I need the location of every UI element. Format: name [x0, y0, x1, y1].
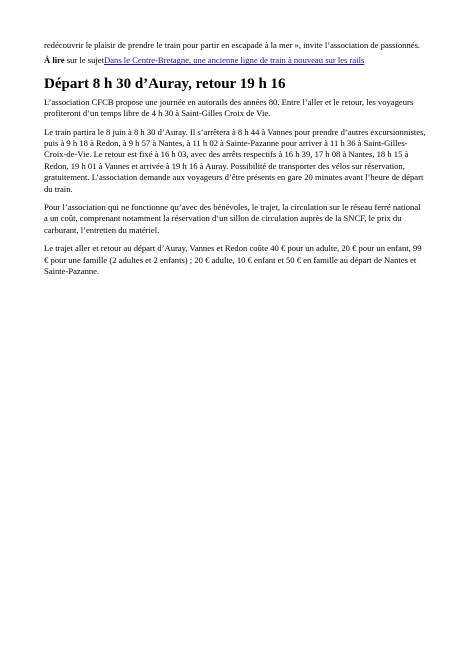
paragraph-prices: Le trajet aller et retour au départ d’Auray, Vannes et Redon coûte 40 € pour un adulte, 20 € pour un enfant, 99 € pour une famille (2 adultes et 2 enfants) ; 20 € adulte, 10 € enfant et 50 € en famille au départ de Nantes et Sainte-Pazanne.	[44, 243, 422, 277]
section-heading: Départ 8 h 30 d’Auray, retour 19 h 16	[44, 75, 286, 92]
read-also-prefix: À lire	[44, 55, 65, 66]
related-article-link[interactable]: Dans le Centre-Bretagne, une ancienne ligne de train à nouveau sur les rails	[104, 55, 365, 66]
read-also-middle: sur le sujet	[64, 55, 104, 66]
paragraph-costs: Pour l’association qui ne fonctionne qu’avec des bénévoles, le trajet, la circulation sur le réseau ferré national a un coût, comprenant notamment la réservation d‘un sillon de circulation auprès de la SNCF, le prix du carburant, l’entretien du matériel.	[44, 202, 421, 235]
article-page	[44, 40, 426, 285]
read-also-line	[44, 55, 426, 66]
paragraph-association: L’association CFCB propose une journée en autorails des années 80. Entre l’aller et le retour, les voyageurs profiteront d’un temps libre de 4 h 30 à Saint-Gilles Croix de Vie.	[44, 96, 414, 119]
paragraph-schedule: Le train partira le 8 juin à 8 h 30 d’Auray. Il s’arrêtera à 8 h 44 à Vannes pour prendre d’autres excursionnistes, puis à 9 h 18 à Redon, à 9 h 57 à Nantes, à 11 h 02 à Sainte-Pazanne pour arriver à 11 h 36 à Saint-Gilles-Croix-de-Vie. Le retour est fixé à 16 h 03, avec des arrêts respectifs à 16 h 39, 17 h 08 à Nantes, 18 h 15 à Redon, 19 h 01 à Vannes et arrivée à 19 h 16 à Auray. Possibilité de transporter des vélos sur réservation, gratuitement. L’association demande aux voyageurs d’être présents en gare 20 minutes avant l’heure de départ du train.	[44, 126, 426, 194]
intro-paragraph: redécouvrir le plaisir de prendre le train pour partir en escapade à la mer », invite l’association de passionnés.	[44, 40, 421, 50]
